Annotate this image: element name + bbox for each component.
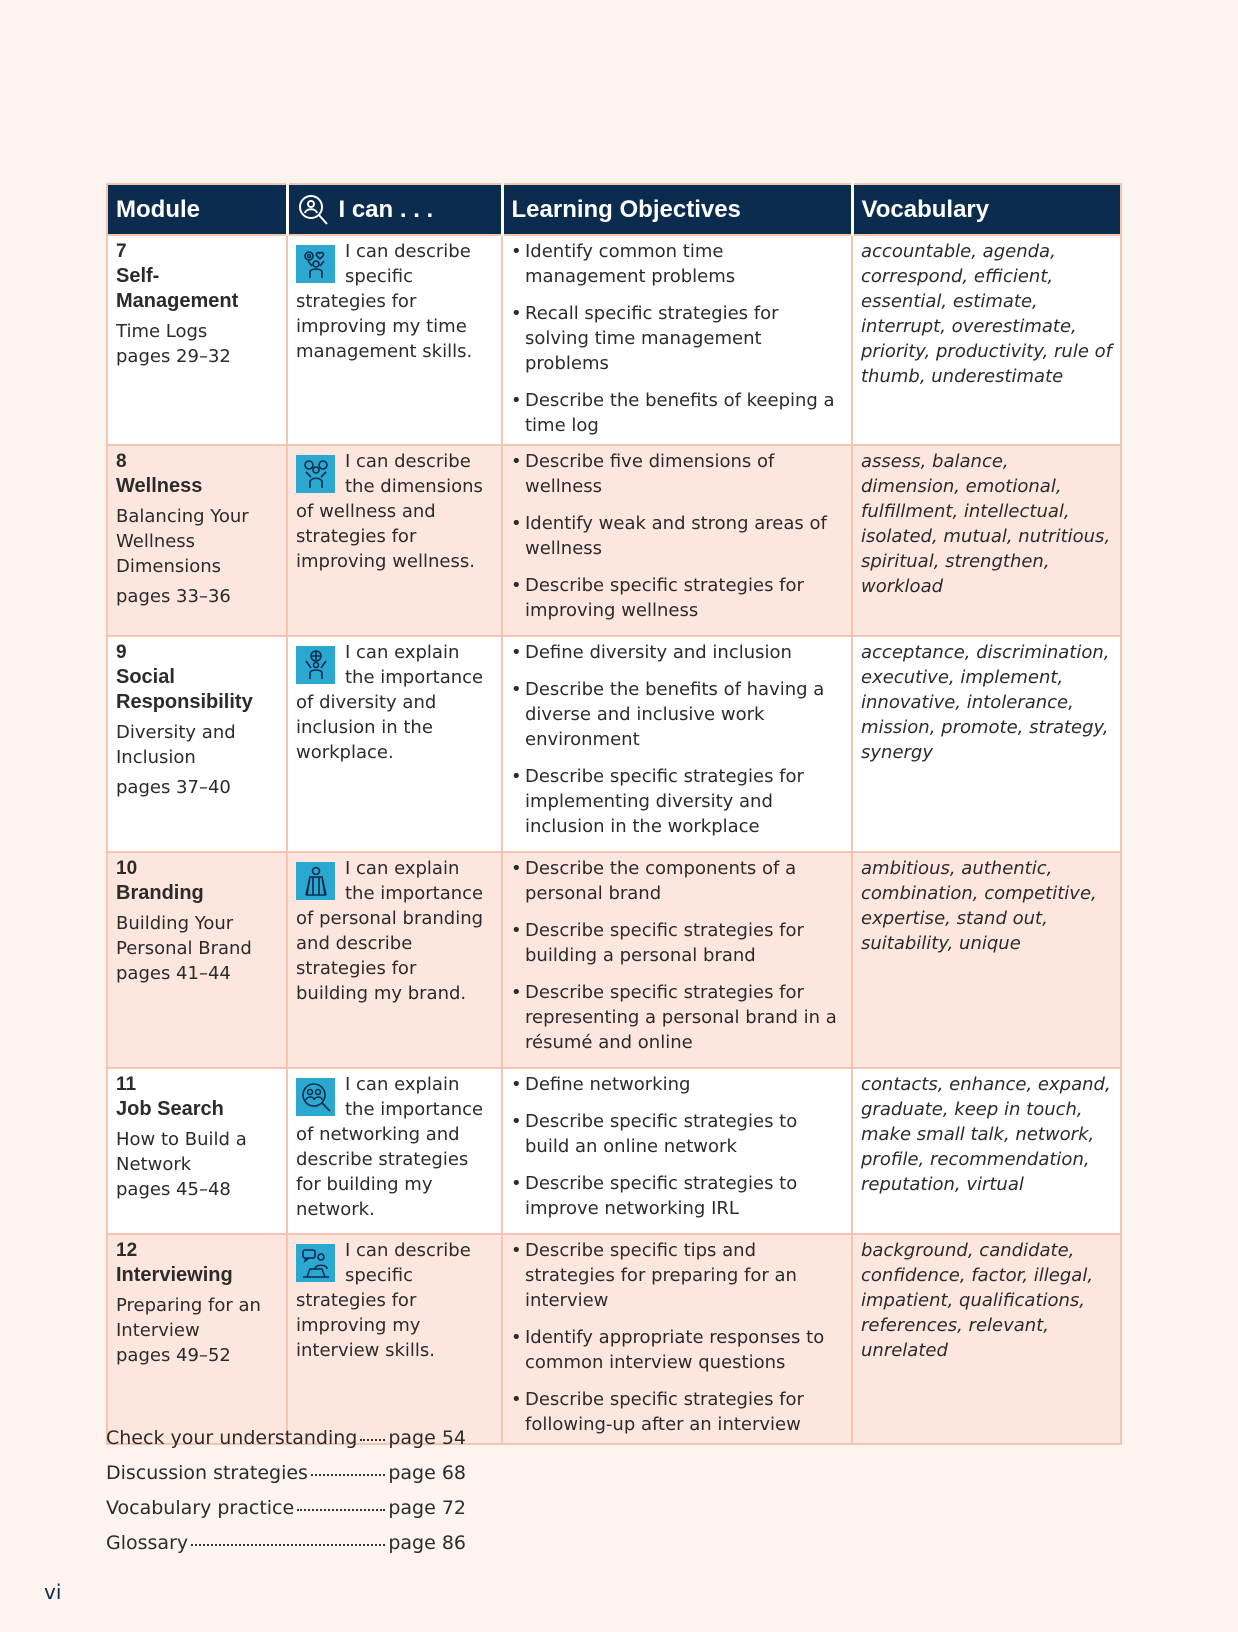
module-lesson: Time Logs — [116, 321, 208, 342]
objectives-list — [511, 449, 843, 623]
objective-item: • Identify weak and strong areas of wellness — [511, 511, 843, 561]
objectives-cell — [502, 1068, 852, 1234]
objective-item: • Define diversity and inclusion — [511, 640, 843, 665]
objective-item: • Identify common time management problems — [511, 239, 843, 289]
extra-page: page 86 — [388, 1531, 466, 1554]
extra-page: page 54 — [388, 1426, 466, 1449]
module-lesson: Balancing Your Wellness Dimensions — [116, 506, 249, 577]
module-cell — [107, 235, 287, 445]
module-cell — [107, 852, 287, 1068]
vocabulary-cell: contacts, enhance, expand, graduate, keep in touch, make small talk, network, profile, recommendation, reputation, virtual — [852, 1068, 1121, 1234]
table-row — [107, 235, 1121, 445]
table-row — [107, 852, 1121, 1068]
ican-cell — [287, 636, 502, 852]
objectives-list — [511, 856, 843, 1055]
ican-cell — [287, 445, 502, 636]
objective-item: • Describe the components of a personal brand — [511, 856, 843, 906]
module-pages: pages 33–36 — [116, 586, 231, 607]
leader-dots — [191, 1534, 385, 1546]
module-cell — [107, 445, 287, 636]
objective-item: • Describe specific strategies to build an online network — [511, 1109, 843, 1159]
leader-dots — [297, 1499, 385, 1511]
objectives-cell — [502, 852, 852, 1068]
extra-item — [106, 1525, 466, 1560]
extra-label: Glossary — [106, 1531, 189, 1554]
module-number: 8 — [116, 451, 127, 472]
vocabulary-cell: background, candidate, confidence, factor, illegal, impatient, qualifications, references, relevant, unrelated — [852, 1234, 1121, 1444]
extra-page: page 68 — [388, 1461, 466, 1484]
ican-statement: I can explain the importance of networking and describe strategies for building my network. — [296, 1074, 484, 1220]
ican-cell — [287, 1068, 502, 1234]
vocabulary-cell: assess, balance, dimension, emotional, fulfillment, intellectual, isolated, mutual, nutritious, spiritual, strengthen, workload — [852, 445, 1121, 636]
module-pages: pages 45–48 — [116, 1179, 231, 1200]
module-number: 12 — [116, 1240, 138, 1261]
objectives-cell — [502, 1234, 852, 1444]
module-cell — [107, 636, 287, 852]
objective-item: • Recall specific strategies for solving time management problems — [511, 301, 843, 376]
module-cell — [107, 1068, 287, 1234]
objectives-list — [511, 239, 843, 438]
module-title: Branding — [116, 882, 204, 904]
module-number: 7 — [116, 241, 127, 262]
ican-statement: I can describe specific strategies for improving my interview skills. — [296, 1240, 471, 1361]
module-title: Interviewing — [116, 1264, 233, 1286]
objective-item: • Define networking — [511, 1072, 843, 1097]
ican-statement: I can explain the importance of diversity and inclusion in the workplace. — [296, 642, 484, 763]
wellness-person-icon — [296, 455, 335, 493]
leader-dots — [360, 1429, 385, 1441]
vocabulary-cell: accountable, agenda, correspond, efficient, essential, estimate, interrupt, overestimate, priority, productivity, rule of thumb, underestimate — [852, 235, 1121, 445]
extra-label: Vocabulary practice — [106, 1496, 295, 1519]
module-pages: pages 49–52 — [116, 1345, 231, 1366]
module-pages: pages 37–40 — [116, 777, 231, 798]
caped-person-icon — [296, 862, 335, 900]
extra-label: Check your understanding — [106, 1426, 358, 1449]
objectives-cell — [502, 235, 852, 445]
extra-label: Discussion strategies — [106, 1461, 308, 1484]
vocabulary-cell: ambitious, authentic, combination, competitive, expertise, stand out, suitability, unique — [852, 852, 1121, 1068]
module-pages: pages 41–44 — [116, 963, 231, 984]
header-objectives — [502, 184, 852, 235]
module-lesson: How to Build a Network — [116, 1129, 247, 1175]
module-number: 11 — [116, 1074, 137, 1095]
objective-item: • Identify appropriate responses to common interview questions — [511, 1325, 843, 1375]
objective-item: • Describe specific strategies to improve networking IRL — [511, 1171, 843, 1221]
objective-item: • Describe specific strategies for building a personal brand — [511, 918, 843, 968]
gear-heart-person-icon — [296, 245, 335, 283]
header-vocabulary-label: Vocabulary — [861, 195, 990, 223]
objectives-cell — [502, 445, 852, 636]
objective-item: • Describe specific strategies for improving wellness — [511, 573, 843, 623]
extra-resources-list — [106, 1420, 466, 1560]
ican-statement: I can describe the dimensions of wellness and strategies for improving wellness. — [296, 451, 483, 572]
ican-statement: I can explain the importance of personal branding and describe strategies for building my brand. — [296, 858, 484, 1004]
objectives-cell — [502, 636, 852, 852]
vocabulary-cell: acceptance, discrimination, executive, implement, innovative, intolerance, mission, promote, strategy, synergy — [852, 636, 1121, 852]
objective-item: • Describe specific strategies for implementing diversity and inclusion in the workplace — [511, 764, 843, 839]
header-objectives-label: Learning Objectives — [511, 195, 741, 223]
objective-item: • Describe specific tips and strategies for preparing for an interview — [511, 1238, 843, 1313]
table-row — [107, 1234, 1121, 1444]
module-number: 10 — [116, 858, 138, 879]
module-title: Social Responsibility — [116, 666, 253, 713]
objectives-list — [511, 1238, 843, 1437]
table-row — [107, 1068, 1121, 1234]
module-lesson: Diversity and Inclusion — [116, 722, 236, 768]
table-header-row — [107, 184, 1121, 235]
header-module-label: Module — [116, 195, 200, 223]
module-title: Job Search — [116, 1098, 224, 1120]
table-row — [107, 636, 1121, 852]
module-title: Wellness — [116, 475, 203, 497]
ican-cell — [287, 235, 502, 445]
objectives-list — [511, 640, 843, 839]
objective-item: • Describe the benefits of keeping a time log — [511, 388, 843, 438]
module-number: 9 — [116, 642, 127, 663]
module-lesson: Building Your Personal Brand — [116, 913, 252, 959]
ican-cell — [287, 1234, 502, 1444]
objective-item: • Describe specific strategies for representing a personal brand in a résumé and online — [511, 980, 843, 1055]
ican-cell — [287, 852, 502, 1068]
leader-dots — [311, 1464, 385, 1476]
network-search-icon — [296, 1078, 335, 1116]
header-module — [107, 184, 287, 235]
header-ican — [287, 184, 502, 235]
header-vocabulary — [852, 184, 1121, 235]
module-title: Self-Management — [116, 265, 239, 312]
extra-item — [106, 1420, 466, 1455]
objective-item: • Describe the benefits of having a diverse and inclusive work environment — [511, 677, 843, 752]
ican-statement: I can describe specific strategies for improving my time management skills. — [296, 241, 473, 362]
objective-item: • Describe specific strategies for following-up after an interview — [511, 1387, 843, 1437]
objectives-list — [511, 1072, 843, 1221]
extra-item — [106, 1490, 466, 1525]
extra-page: page 72 — [388, 1496, 466, 1519]
globe-person-icon — [296, 646, 335, 684]
interview-icon — [296, 1244, 335, 1282]
objective-item: • Describe five dimensions of wellness — [511, 449, 843, 499]
table-row — [107, 445, 1121, 636]
module-pages: pages 29–32 — [116, 346, 231, 367]
magnifier-person-icon — [297, 194, 329, 226]
module-lesson: Preparing for an Interview — [116, 1295, 261, 1341]
page-number: vi — [44, 1580, 62, 1604]
header-ican-label: I can . . . — [338, 195, 434, 223]
module-cell — [107, 1234, 287, 1444]
module-overview-table — [106, 183, 1122, 1445]
extra-item — [106, 1455, 466, 1490]
